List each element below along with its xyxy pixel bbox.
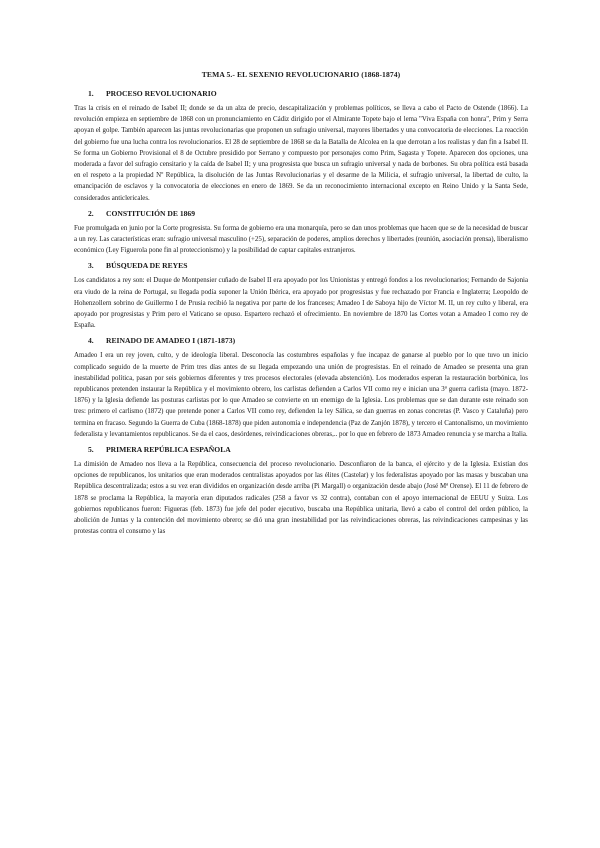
section-number: 4. xyxy=(88,336,94,346)
section-title: PROCESO REVOLUCIONARIO xyxy=(106,89,217,98)
section-3-heading xyxy=(74,261,528,270)
section-number: 1. xyxy=(88,89,94,98)
section-title: BÚSQUEDA DE REYES xyxy=(106,261,188,271)
section-5-heading xyxy=(74,445,528,454)
section-number: 5. xyxy=(88,445,94,455)
section-4-paragraph: Amadeo I era un rey joven, culto, y de ideología liberal. Desconocía las costumbres españolas y fue incapaz de ganarse al pueblo por lo que tuvo un inicio complicado seguido de la muerte de Prim tres días antes de su llegada empezando una unión de progresistas. En el reinado de Amadeo se presenta una gran inestabilidad política, pasan por seis gobiernos diferentes y tres procesos electorales (elevada abstención). Los moderados esperan la restauración borbónica, los republicanos pretenden instaurar la República y el movimiento obrero, los carlistas defienden a Carlos VII como rey e inician una 3ª guerra carlista (mayo. 1872-1876) y la Iglesia defiende las posturas carlistas por lo que Amadeo se convierte en un enemigo de la Iglesia. Los problemas que se dan durante este reinado son tres: primero el carlismo (1872) que pretende poner a Carlos VII como rey, defienden la ley Sálica, se dan guerras en zonas concretas (P. Vasco y Cataluña) pero termina en fracaso. Segundo la Guerra de Cuba (1868-1878) que piden autonomía e independencia (Paz de Zanjón 1878), y tercero el Cantonalismo, un movimiento federalista y levantamientos republicanos. Se da el caos, desórdenes, reivindicaciones obreras,.. por lo que en febrero de 1873 Amadeo renuncia y se marcha a Italia. xyxy=(74,352,528,438)
document-page xyxy=(74,70,528,543)
section-5-paragraph: La dimisión de Amadeo nos lleva a la República, consecuencia del proceso revolucionario. Desconfiaron de la banca, el ejército y de la Iglesia. Existían dos opciones de republicanos, los unitarios que eran moderados centralistas apoyados por las élites (Castelar) y los federalistas apoyado por las masas y buscaban una República descentralizada; estos a su vez eran divididos en organización desde arriba (Pi Margall) o organización desde abajo (José Mª Orense). El 11 de febrero de 1878 se proclama la República, la mayoría eran diputados radicales (258 a favor vs 32 contra), contaban con el apoyo internacional de EEUU y Suiza. Los gobiernos republicanos fueron: Figueras (feb. 1873) fue jefe del poder ejecutivo, buscaba una República unitaria, llevó a cabo el control del orden público, la abolición de Juntas y la contención del movimiento obrero; se dió una gran inestabilidad por las reivindicaciones obreras, las reivindicaciones campesinas y las protestas contra el consumo y las xyxy=(74,461,528,536)
section-2-heading xyxy=(74,209,528,218)
section-title: CONSTITUCIÓN DE 1869 xyxy=(106,208,196,218)
section-1-paragraph: Tras la crisis en el reinado de Isabel II; donde se da un alza de precio, descapitalización y problemas políticos, se lleva a cabo el Pacto de Ostende (1866). La revolución empieza en septiembre de 1868 con un pronunciamiento en Cádiz dirigido por el Almirante Topete bajo el lema "Viva España con honra", Prim y Serra apoyan el golpe. También aparecen las juntas revolucionarias que proponen un sufragio universal, mayores libertades y una convocatoria de elecciones. La reacción del gobierno fue una lucha contra los revolucionarios. El 28 de septiembre de 1868 se da la Batalla de Alcolea en la que derrotan a los realistas y dan fin a Isabel II. Se forma un Gobierno Provisional el 8 de Octubre presidido por Serrano y compuesto por personajes como Prim, Sagasta y Topete. Aparecen dos opciones, una moderada a favor del sufragio censitario y la caída de Isabel II; y una progresista que busca un sufragio universal y nada de borbones. Su obra política está basada en el respeto a la propiedad Nº República, la disolución de las Juntas Revolucionarias y el desarme de la Milicia, el sufragio universal, la libertad de culto, la emancipación de esclavos y la convocatoria de elecciones en enero de 1869. Se da un reconocimiento internacional excepto en Reino Unido y la Santa Sede, considerados anticlericales. xyxy=(74,105,528,202)
section-1-heading xyxy=(74,89,528,98)
page-title: TEMA 5.- EL SEXENIO REVOLUCIONARIO (1868-1874) xyxy=(201,70,401,79)
section-4-heading xyxy=(74,336,528,345)
section-title: PRIMERA REPÚBLICA ESPAÑOLA xyxy=(106,445,231,455)
section-number: 3. xyxy=(88,261,94,271)
section-2-paragraph: Fue promulgada en junio por la Corte progresista. Su forma de gobierno era una monarquía, pero se dan unos problemas que hacen que se de la necesidad de buscar a un rey. Las características eran: sufragio universal masculino (+25), separación de poderes, amplios derechos y libertades (reunión, asociación prensa), liberalismo económico (Ley Figuerola pone fin al proteccionismo) y la posibilidad de captar capitales extranjeros. xyxy=(74,224,528,255)
section-3-paragraph: Los candidatos a rey son: el Duque de Montpensier cuñado de Isabel II era apoyado por los Unionistas y entregó fondos a los revolucionarios; Fernando de Sajonia era viudo de la reina de Portugal, su llegada podía suponer la Unión Ibérica, era apoyado por progresistas y fue rechazado por Francia e Inglaterra; Leopoldo de Hohenzollern sobrino de Guillermo I de Prusia recibió la negativa por parte de los franceses; Amadeo I de Saboya hijo de Víctor M. II, un rey culto y liberal, era apoyado por progresistas y Prim pero el Vaticano se opuso. Espartero rechazó el ofrecimiento. En noviembre de 1870 las Cortes votan a Amadeo I como rey de España. xyxy=(74,277,528,330)
section-number: 2. xyxy=(88,208,94,218)
section-title: REINADO DE AMADEO I (1871-1873) xyxy=(106,336,236,346)
